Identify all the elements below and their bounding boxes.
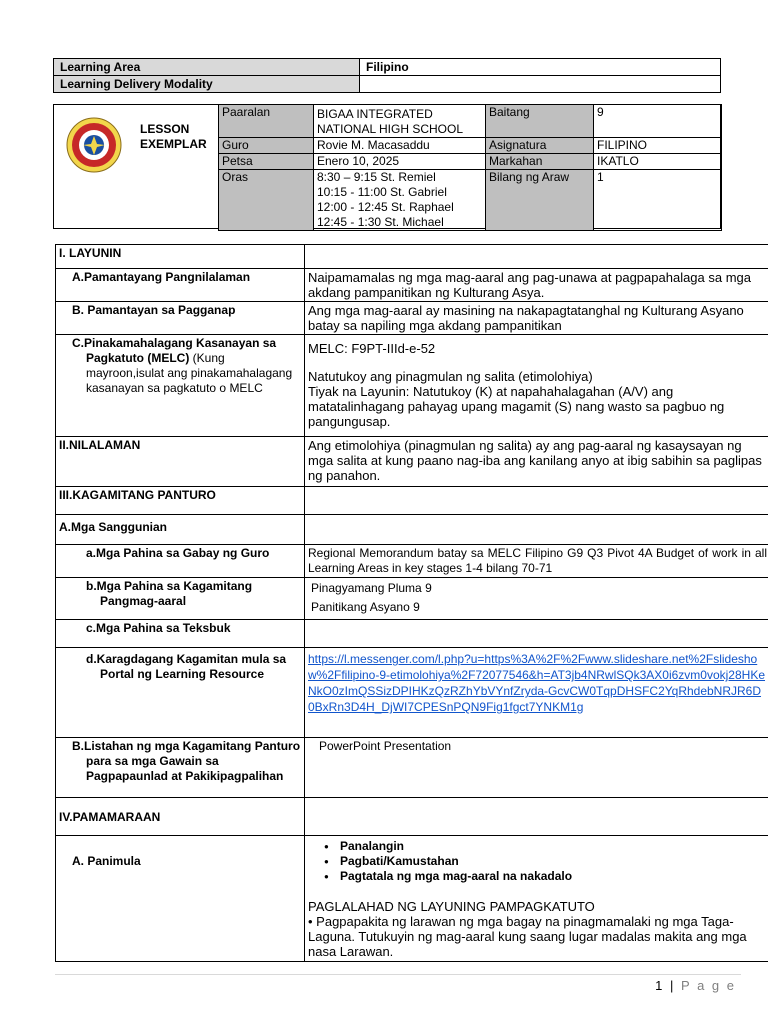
lesson-word: LESSON	[140, 122, 190, 136]
paaralan-value	[314, 105, 486, 138]
baitang-label: Baitang	[486, 105, 594, 138]
pangmag-label-text: b.Mga Pahina sa Kagamitang Pangmag-aaral	[86, 579, 253, 608]
bilang-label: Bilang ng Araw	[486, 170, 594, 231]
learning-area-label: Learning Area	[54, 59, 360, 76]
list-item: ● Pagbati/Kamustahan	[326, 854, 767, 869]
pangmag-line: Pinagyamang Pluma 9	[311, 581, 432, 595]
sanggunian-label: A.Mga Sanggunian	[56, 515, 305, 545]
markahan-value: IKATLO	[594, 154, 722, 170]
panimula-label: A. Panimula	[56, 836, 305, 962]
pamamaraan-row	[56, 798, 768, 836]
melc-label	[56, 335, 305, 437]
pamamaraan-label: IV.PAMAMARAAN	[56, 798, 305, 836]
nilalaman-value: Ang etimolohiya (pinagmulan ng salita) ay ang pag-aaral ng kasaysayan ng mga salita at kung paano nag-iba ang kanilang anyo at ibig sabihin sa paglipas ng panahon.	[305, 437, 768, 487]
portal-label-text: d.Karagdagang Kagamitan mula sa Portal ng Learning Resource	[86, 652, 287, 681]
gabay-label-text: a.Mga Pahina sa Gabay ng Guro	[86, 546, 270, 560]
exemplar-word: EXEMPLAR	[140, 137, 207, 151]
asignatura-label: Asignatura	[486, 138, 594, 154]
learning-area-table	[53, 58, 721, 93]
portal-value	[305, 648, 768, 738]
pangmag-value	[305, 578, 768, 620]
modality-label: Learning Delivery Modality	[54, 76, 360, 93]
list-item: ● Pagtatala ng mga mag-aaral na nakadalo	[326, 869, 767, 884]
guro-row	[219, 138, 722, 154]
melc-tiyak: Tiyak na Layunin: Natutukoy (K) at napahahalagahan (A/V) ang matatalinhagang pahayag upang magamit (S) nang wasto sa pagbuo ng pangungusap.	[308, 384, 725, 429]
pangmag-row	[56, 578, 768, 620]
list-item: ● Panalangin	[326, 839, 767, 854]
oras-row	[219, 170, 722, 231]
teksbuk-row	[56, 620, 768, 648]
asignatura-value: FILIPINO	[594, 138, 722, 154]
sanggunian-row	[56, 515, 768, 545]
melc-label-bold: C.Pinakamahalagang Kasanayan sa Pagkatuto (MELC)	[72, 336, 277, 365]
listahan-value: PowerPoint Presentation	[305, 738, 768, 798]
lesson-info-table	[218, 104, 722, 231]
layunin-heading: I. LAYUNIN	[56, 245, 305, 269]
bilang-value: 1	[594, 170, 722, 231]
markahan-label: Markahan	[486, 154, 594, 170]
deped-seal-icon	[66, 117, 122, 173]
listahan-label	[56, 738, 305, 798]
petsa-label: Petsa	[219, 154, 314, 170]
paaralan-line: NATIONAL HIGH SCHOOL	[317, 122, 464, 136]
layunin-row	[56, 245, 768, 269]
teksbuk-label: c.Mga Pahina sa Teksbuk	[56, 620, 305, 648]
panimula-bullet-list	[308, 839, 767, 884]
pangnilalaman-value: Naipamamalas ng mga mag-aaral ang pag-unawa at pagpapahalaga sa mga akdang pampanitikan ng Kulturang Asya.	[305, 269, 768, 302]
melc-value	[305, 335, 768, 437]
pagganap-row	[56, 302, 768, 335]
melc-label-normal: (Kung mayroon,isulat ang pinakamahalagang kasanayan sa pagkatuto o MELC	[86, 351, 293, 395]
page-footer	[655, 978, 736, 993]
portal-label	[56, 648, 305, 738]
pangnilalaman-row	[56, 269, 768, 302]
guro-label: Guro	[219, 138, 314, 154]
page-number: 1	[655, 978, 665, 993]
oras-label: Oras	[219, 170, 314, 231]
melc-code: MELC: F9PT-IIId-e-52	[308, 341, 436, 356]
modality-row	[54, 76, 721, 93]
teksbuk-value	[305, 620, 768, 648]
pamamaraan-value	[305, 798, 768, 836]
pangnilalaman-label: A.Pamantayang Pangnilalaman	[56, 269, 305, 302]
paglalahad-heading: PAGLALAHAD NG LAYUNING PAMPAGKATUTO	[308, 899, 595, 914]
pangmag-line: Panitikang Asyano 9	[311, 600, 420, 614]
listahan-row	[56, 738, 768, 798]
pagganap-value: Ang mga mag-aaral ay masining na nakapagtatanghal ng Kulturang Asyano batay sa napiling mga akdang pampanitikan	[305, 302, 768, 335]
panimula-row	[56, 836, 768, 962]
layunin-value	[305, 245, 768, 269]
oras-line: 12:00 - 12:45 St. Raphael	[317, 200, 454, 214]
kagamitan-row	[56, 487, 768, 515]
portal-link[interactable]: https://l.messenger.com/l.php?u=https%3A%2F%2Fwww.slideshare.net%2Fslideshow%2Ffilipino-9-etimolohiya%2F72077546&h=AT3jb4NRwlSQk3AX0i6zvm0vokj28HKeNkO0zImQSSizDPIHKzQzRZhYbVYnfZryda-GcvCW0TqpDHSFC2YqRhdebNRJR6D0BxRn3D4H_DjWI7CPESnPQN9Fig1fgct7YNKM1g	[308, 652, 766, 714]
lesson-exemplar-label	[140, 122, 207, 152]
learning-area-row	[54, 59, 721, 76]
kagamitan-value	[305, 487, 768, 515]
lesson-header	[53, 104, 721, 229]
pagpapakita-text: • Pagpapakita ng larawan ng mga bagay na pinagmamalaki ng mga Taga-Laguna. Tutukuyin ng mag-aaral kung saang lugar madalas makita ang mga nasa Larawan.	[308, 914, 747, 959]
page-separator: |	[670, 978, 676, 993]
footer-divider	[55, 974, 741, 975]
gabay-row	[56, 545, 768, 578]
oras-line: 8:30 – 9:15 St. Remiel	[317, 170, 436, 184]
oras-line: 12:45 - 1:30 St. Michael	[317, 215, 444, 229]
panimula-value	[305, 836, 768, 962]
paaralan-row	[219, 105, 722, 138]
portal-row	[56, 648, 768, 738]
paaralan-label: Paaralan	[219, 105, 314, 138]
page-word: P a g e	[681, 978, 736, 993]
oras-line: 10:15 - 11:00 St. Gabriel	[317, 185, 447, 199]
nilalaman-row	[56, 437, 768, 487]
petsa-row	[219, 154, 722, 170]
paaralan-line: BIGAA INTEGRATED	[317, 107, 433, 121]
sanggunian-value	[305, 515, 768, 545]
modality-value	[360, 76, 721, 93]
pangmag-label	[56, 578, 305, 620]
oras-value	[314, 170, 486, 231]
pagganap-label: B. Pamantayan sa Pagganap	[56, 302, 305, 335]
kagamitan-label: III.KAGAMITANG PANTURO	[56, 487, 305, 515]
gabay-label	[56, 545, 305, 578]
baitang-value: 9	[594, 105, 722, 138]
nilalaman-label: II.NILALAMAN	[56, 437, 305, 487]
listahan-label-text: B.Listahan ng mga Kagamitang Panturo para sa mga Gawain sa Pagpapaunlad at Pakikipagpalihan	[72, 739, 301, 783]
petsa-value: Enero 10, 2025	[314, 154, 486, 170]
learning-area-value: Filipino	[360, 59, 721, 76]
guro-value: Rovie M. Macasaddu	[314, 138, 486, 154]
gabay-value: Regional Memorandum batay sa MELC Filipino G9 Q3 Pivot 4A Budget of work in all Learning Areas in key stages 1-4 bilang 70-71	[305, 545, 768, 578]
melc-row	[56, 335, 768, 437]
lesson-plan-table	[55, 244, 768, 962]
melc-label-text	[72, 336, 301, 396]
melc-natutukoy: Natutukoy ang pinagmulan ng salita (etimolohiya)	[308, 369, 593, 384]
